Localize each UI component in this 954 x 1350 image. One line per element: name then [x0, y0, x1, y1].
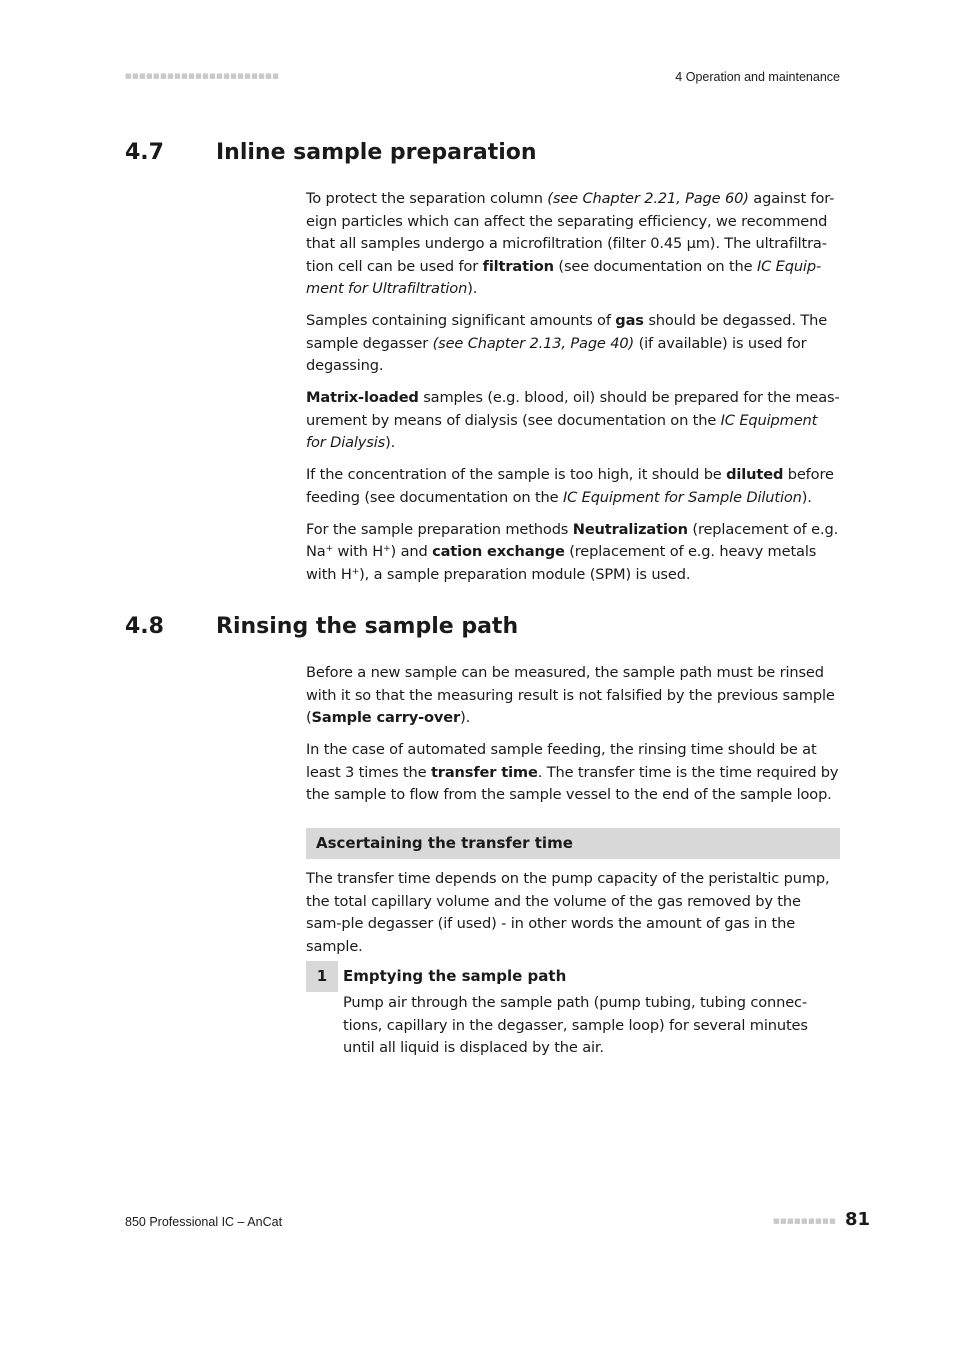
paragraph: [306, 519, 840, 587]
text: ).: [460, 709, 471, 726]
text: samples (e.g. blood, oil) should be prepared for the meas-urement by means of dialysis (see documentation on the: [306, 389, 840, 429]
bold-term: transfer time: [430, 763, 538, 781]
text: If the concentration of the sample is too high, it should be: [306, 466, 727, 483]
paragraph: [306, 188, 840, 301]
superscript: +: [383, 544, 391, 554]
text: For the sample preparation methods: [306, 520, 573, 538]
document-title: IC Equipment for Dialysis: [306, 411, 818, 451]
bold-term: gas: [615, 312, 644, 329]
section-title: Rinsing the sample path: [216, 614, 519, 639]
section-4-8-body: [306, 662, 840, 816]
text: ).: [467, 280, 478, 297]
bold-term: Neutralization: [572, 520, 688, 538]
section-heading-4-7: [125, 140, 537, 165]
chapter-reference: (see Chapter 2.21, Page 60): [547, 190, 749, 207]
bold-term: Sample carry-over: [311, 709, 461, 726]
text: against for-eign particles which can affect the separating efficiency, we recommend that all samples undergo a microfiltration (filter 0.45 µm). The ultrafiltra-tion cell can be used for: [306, 190, 835, 275]
paragraph: [306, 310, 840, 378]
step-body: [343, 992, 840, 1069]
transfer-time-body: [306, 868, 840, 968]
section-number: 4.8: [125, 614, 164, 639]
text: before feeding (see documentation on the: [306, 466, 834, 506]
text: In the case of automated sample feeding, the rinsing time should be at least 3 times the: [306, 741, 817, 781]
text: with H: [332, 543, 384, 560]
text: (if available) is used for degassing.: [306, 334, 807, 374]
paragraph: [306, 662, 840, 730]
text: ).: [385, 434, 396, 451]
text: ).: [801, 488, 812, 506]
text: (see documentation on the: [553, 257, 757, 275]
footer-decoration: ■■■■■■■■■: [773, 1217, 837, 1225]
text: To protect the separation column: [306, 190, 548, 207]
bold-term: cation exchange: [432, 543, 565, 560]
footer-product-title: 850 Professional IC – AnCat: [125, 1215, 283, 1229]
paragraph: Pump air through the sample path (pump tubing, tubing connec-tions, capillary in the degasser, sample loop) for several minutes until all liquid is displaced by the air.: [343, 994, 808, 1056]
step-number-badge: 1: [306, 961, 338, 992]
text: . The transfer time is the time required by the sample to flow from the sample vessel to the end of the sample loop.: [306, 763, 839, 803]
paragraph: [306, 739, 840, 807]
section-4-7-body: [306, 188, 840, 596]
bold-term: Matrix-loaded: [306, 389, 419, 406]
paragraph: [306, 387, 840, 455]
text: Samples containing significant amounts of: [306, 312, 616, 329]
paragraph: [306, 464, 840, 509]
subheading-bar: Ascertaining the transfer time: [306, 828, 840, 859]
running-header-chapter: 4 Operation and maintenance: [675, 70, 840, 84]
document-title: IC Equipment for Sample Dilution: [562, 488, 802, 506]
text: (replacement of e.g. Na: [306, 520, 839, 560]
chapter-reference: (see Chapter 2.13, Page 40): [432, 334, 635, 352]
paragraph: The transfer time depends on the pump capacity of the peristaltic pump, the total capillary volume and the volume of the gas removed by the sam-ple degasser (if used) - in other words the amount of gas in the sample.: [306, 870, 830, 955]
section-title: Inline sample preparation: [216, 140, 537, 165]
text: ), a sample preparation module (SPM) is used.: [359, 565, 691, 583]
text: should be degassed. The sample degasser: [306, 312, 828, 352]
document-title: IC Equip-ment for Ultrafiltration: [306, 257, 822, 297]
text: (replacement of e.g. heavy metals with H: [306, 543, 817, 583]
page-number: 81: [845, 1209, 871, 1230]
text: ) and: [390, 543, 433, 560]
section-heading-4-8: [125, 614, 518, 639]
superscript: +: [351, 566, 360, 577]
text: Before a new sample can be measured, the sample path must be rinsed with it so that the measuring result is not falsified by the previous sample (: [306, 664, 835, 726]
superscript: +: [325, 544, 333, 554]
bold-term: diluted: [726, 466, 784, 483]
step-title: Emptying the sample path: [343, 967, 567, 985]
bold-term: filtration: [482, 257, 554, 275]
section-number: 4.7: [125, 140, 164, 165]
header-decoration: ■■■■■■■■■■■■■■■■■■■■■■: [125, 72, 280, 80]
